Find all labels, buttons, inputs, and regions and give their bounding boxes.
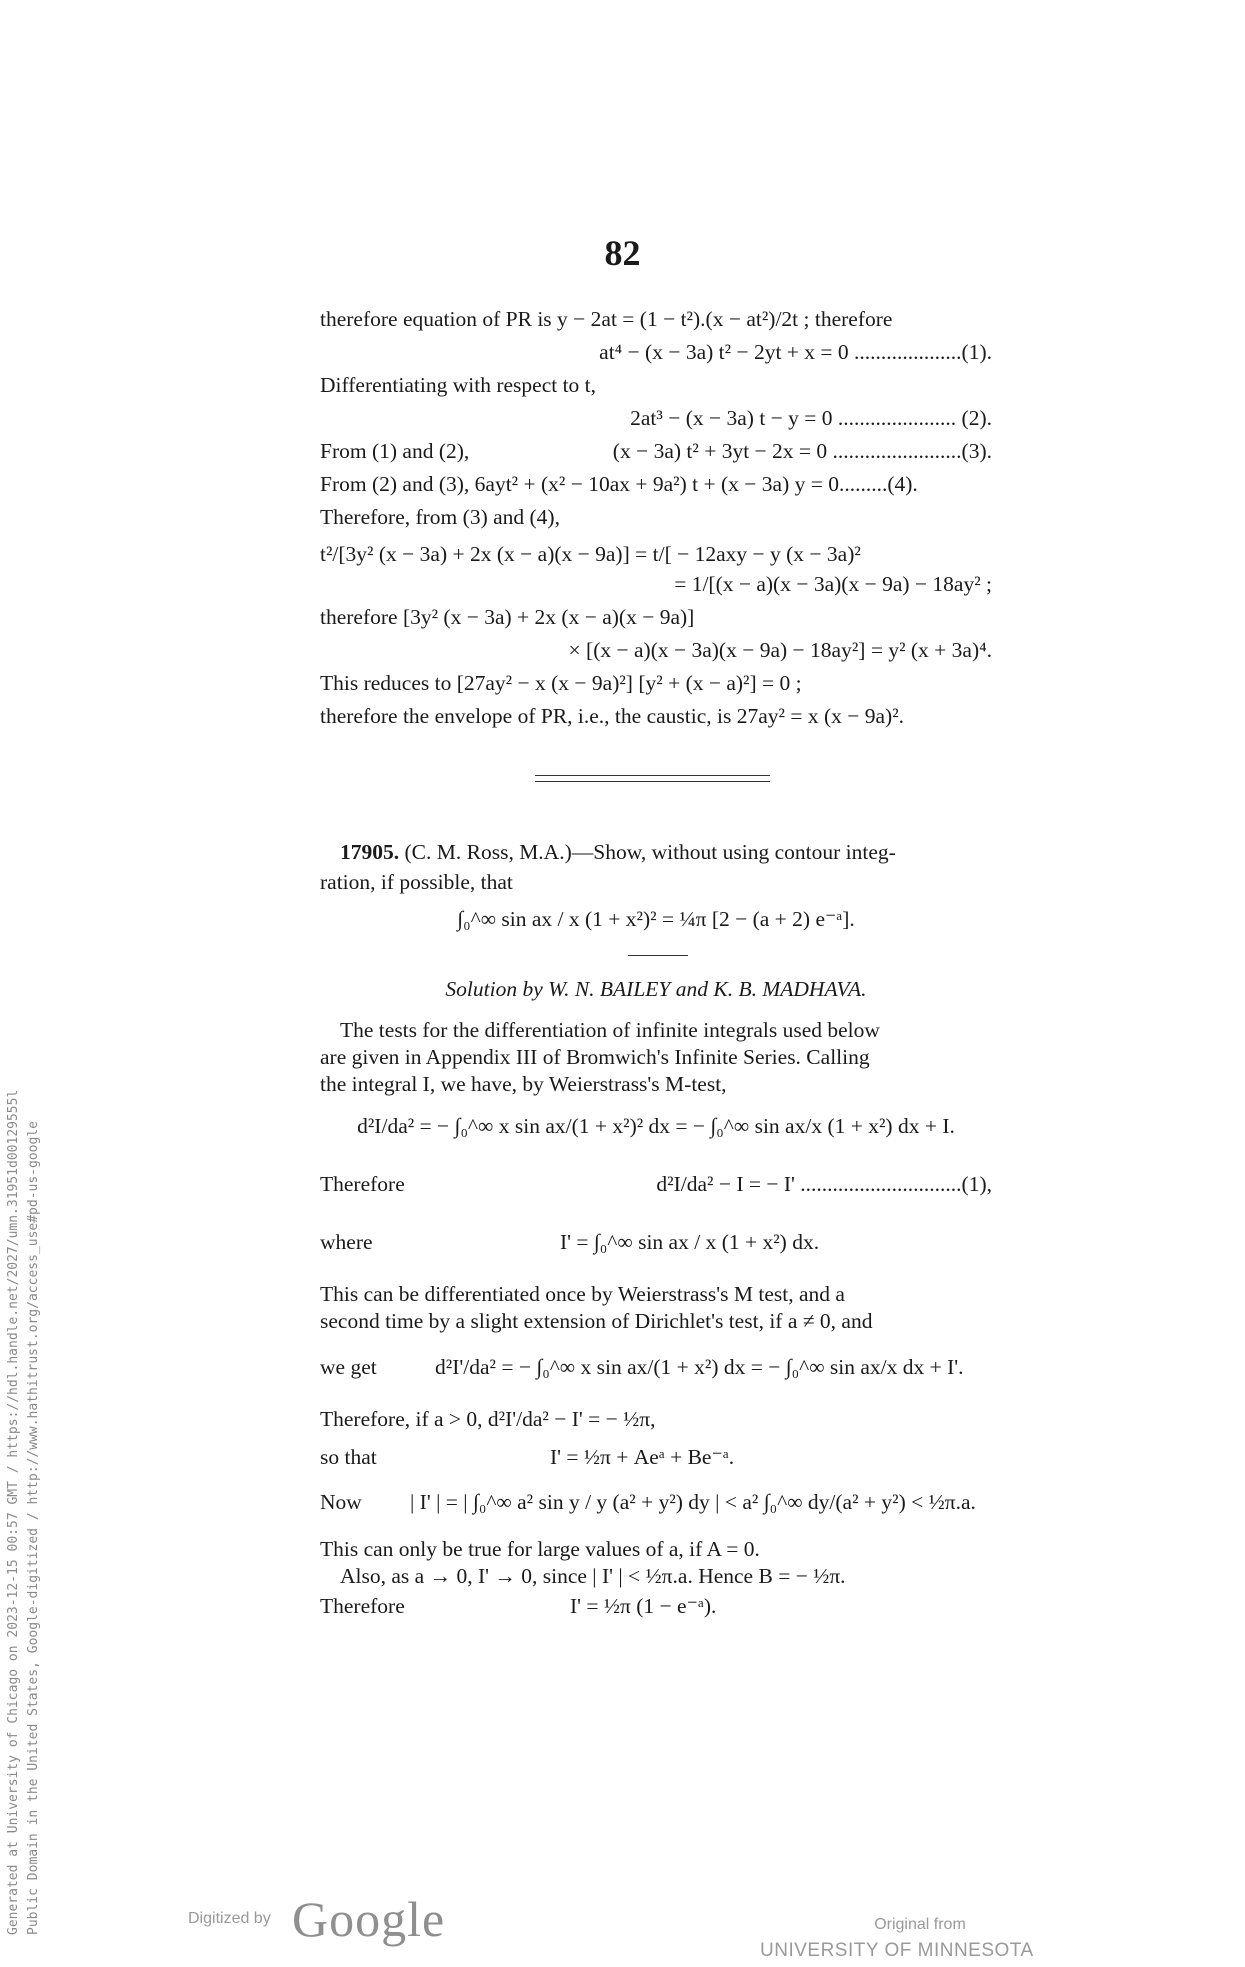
- paragraph-line: The tests for the differentiation of infinite integrals used below: [340, 1018, 880, 1042]
- equation-label: Now: [320, 1490, 362, 1514]
- watermark-line: Public Domain in the United States, Google-digitized / http://www.hathitrust.org/access_use#pd-us-google: [26, 1121, 41, 1935]
- equation-line: d²I/da² = − ∫₀^∞ x sin ax/(1 + x²)² dx = − ∫₀^∞ sin ax/x (1 + x²) dx + I.: [357, 1114, 955, 1138]
- equation-line: × [(x − a)(x − 3a)(x − 9a) − 18ay²] = y² (x + 3a)⁴.: [568, 638, 992, 662]
- digitized-by-label: Digitized by: [188, 1910, 271, 1927]
- university-label: UNIVERSITY OF MINNESOTA: [760, 1940, 1034, 1961]
- equation-label: where: [320, 1230, 373, 1254]
- equation-line: t²/[3y² (x − 3a) + 2x (x − a)(x − 9a)] = t/[ − 12axy − y (x − 3a)²: [320, 542, 861, 566]
- equation-line: therefore [3y² (x − 3a) + 2x (x − a)(x − 9a)]: [320, 605, 695, 629]
- problem-number: 17905.: [340, 840, 400, 864]
- equation-line: d²I'/da² = − ∫₀^∞ x sin ax/(1 + x²) dx = − ∫₀^∞ sin ax/x dx + I'.: [435, 1355, 964, 1379]
- equation-label: Therefore: [320, 1172, 405, 1196]
- short-rule: [628, 955, 688, 956]
- access-watermark: [4, 1090, 44, 1935]
- problem-statement: (C. M. Ross, M.A.)—Show, without using contour integ-: [404, 840, 896, 864]
- paragraph-line: Also, as a → 0, I' → 0, since | I' | < ½π.a. Hence B = − ½π.: [340, 1564, 846, 1588]
- equation-line: I' = ∫₀^∞ sin ax / x (1 + x²) dx.: [560, 1230, 820, 1254]
- original-from-label: Original from: [874, 1916, 966, 1933]
- equation-line: d²I/da² − I = − I' ..............................(1),: [656, 1172, 992, 1196]
- equation-line: I' = ½π + Aeᵃ + Be⁻ᵃ.: [550, 1445, 735, 1469]
- text-line: Therefore, from (3) and (4),: [320, 505, 560, 529]
- separator-rule: [535, 781, 770, 782]
- equation-line: I' = ½π (1 − e⁻ᵃ).: [570, 1594, 717, 1618]
- paragraph-line: This can only be true for large values of a, if A = 0.: [320, 1537, 760, 1561]
- paragraph-line: This can be differentiated once by Weierstrass's M test, and a: [320, 1282, 845, 1306]
- google-logo: Google: [292, 1891, 446, 1947]
- watermark-line: Generated at University of Chicago on 2023-12-15 00:57 GMT / https://hdl.handle.net/2027/umn.31951d00129555l: [6, 1089, 21, 1935]
- separator-rule: [535, 775, 770, 776]
- equation-1: at⁴ − (x − 3a) t² − 2yt + x = 0 ....................(1).: [599, 340, 992, 364]
- equation-label: so that: [320, 1445, 377, 1469]
- problem-formula: ∫₀^∞ sin ax / x (1 + x²)² = ¼π [2 − (a + 2) e⁻ᵃ].: [457, 907, 855, 931]
- text-line: From (1) and (2),: [320, 439, 470, 463]
- equation-label: Therefore: [320, 1594, 405, 1618]
- paragraph-line: second time by a slight extension of Dirichlet's test, if a ≠ 0, and: [320, 1309, 873, 1333]
- equation-4: From (2) and (3), 6ayt² + (x² − 10ax + 9a²) t + (x − 3a) y = 0.........(4).: [320, 472, 918, 496]
- page-number: 82: [604, 233, 641, 273]
- equation-line: = 1/[(x − a)(x − 3a)(x − 9a) − 18ay² ;: [674, 572, 992, 596]
- problem-statement-cont: ration, if possible, that: [320, 870, 513, 894]
- text-line: therefore equation of PR is y − 2at = (1 − t²).(x − at²)/2t ; therefore: [320, 307, 893, 331]
- equation-line: | I' | = | ∫₀^∞ a² sin y / y (a² + y²) dy | < a² ∫₀^∞ dy/(a² + y²) < ½π.a.: [410, 1490, 976, 1514]
- text-line: Differentiating with respect to t,: [320, 373, 597, 397]
- problem-header: [340, 838, 896, 866]
- text-line: This reduces to [27ay² − x (x − 9a)²] [y² + (x − a)²] = 0 ;: [320, 671, 802, 695]
- paragraph-line: are given in Appendix III of Bromwich's Infinite Series. Calling: [320, 1045, 870, 1069]
- equation-2: 2at³ − (x − 3a) t − y = 0 ...................... (2).: [630, 406, 992, 430]
- equation-3: (x − 3a) t² + 3yt − 2x = 0 ........................(3).: [612, 439, 992, 463]
- equation-line: Therefore, if a > 0, d²I'/da² − I' = − ½π,: [320, 1407, 656, 1431]
- text-line: therefore the envelope of PR, i.e., the caustic, is 27ay² = x (x − 9a)².: [320, 704, 905, 728]
- paragraph-line: the integral I, we have, by Weierstrass's M-test,: [320, 1072, 727, 1096]
- solution-heading: Solution by W. N. BAILEY and K. B. MADHAVA.: [445, 977, 867, 1001]
- equation-label: we get: [320, 1355, 377, 1379]
